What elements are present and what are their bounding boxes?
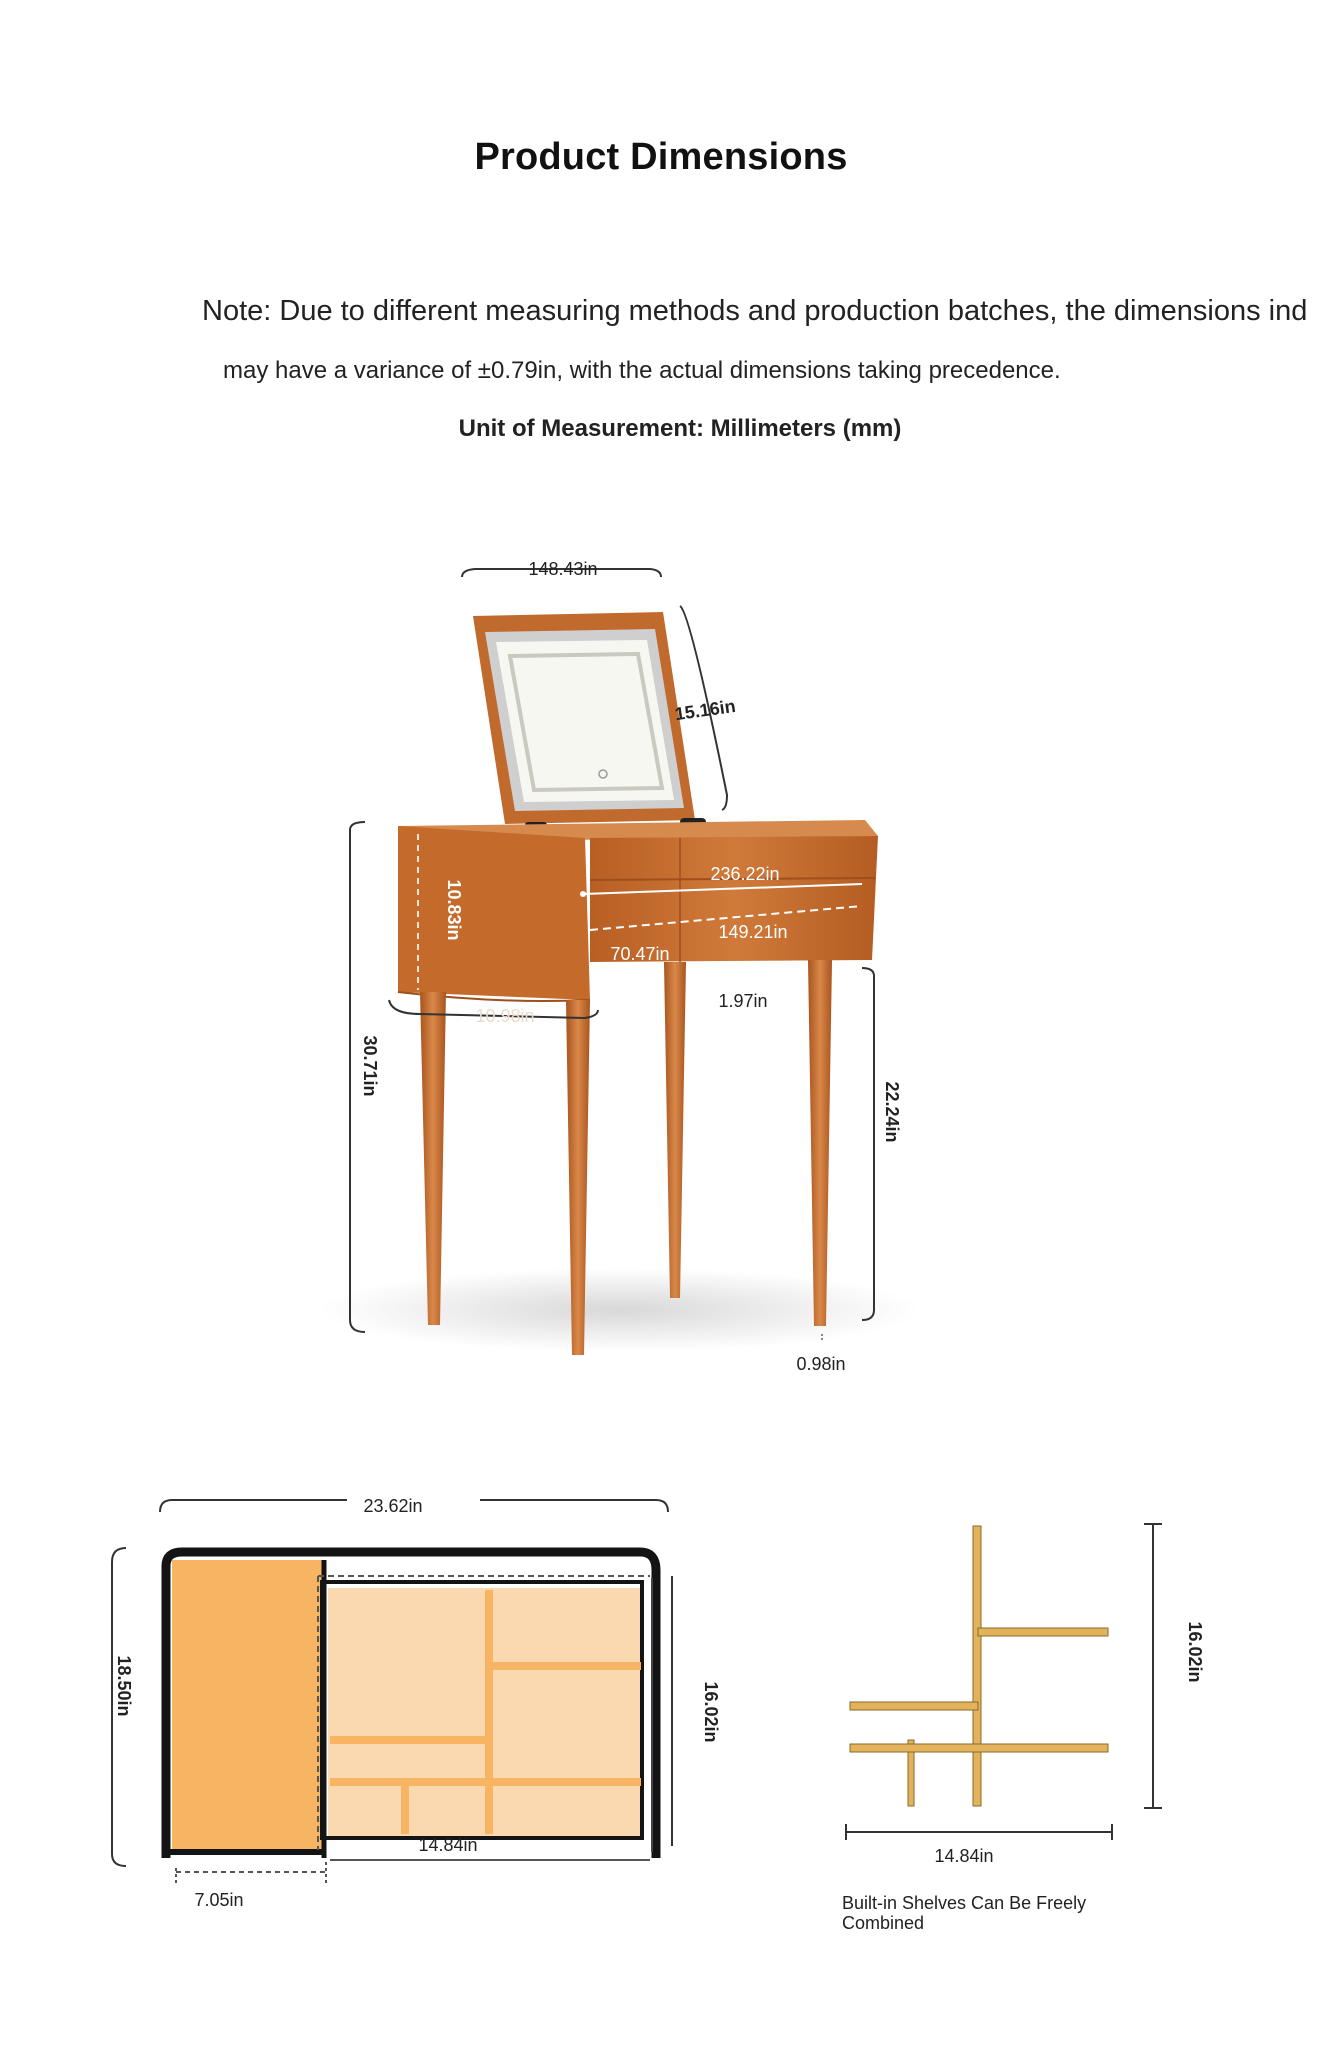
shelf-caption: Built-in Shelves Can Be Freely Combined <box>842 1893 1087 1933</box>
drawer-front-label: 70.47in <box>610 944 670 964</box>
mirror-height-label: 15.16in <box>673 695 737 725</box>
leg-back-right <box>808 960 832 1326</box>
leg-back-left <box>664 962 686 1298</box>
shelf-upright-long <box>973 1526 981 1806</box>
inner-depth-label: 16.02in <box>701 1681 721 1743</box>
note-text-line-2: may have a variance of ±0.79in, with the actual dimensions taking precedence. <box>223 357 1061 384</box>
shelf-diagram <box>846 1524 1205 1866</box>
top-length-label: 236.22in <box>710 864 780 884</box>
shelf-board-bottom <box>850 1744 1108 1752</box>
inner-width-label: 14.84in <box>418 1835 478 1855</box>
unit-label: Unit of Measurement: Millimeters (mm) <box>458 415 902 442</box>
page-title: Product Dimensions <box>474 136 848 178</box>
side-width-label: 7.05in <box>194 1890 244 1910</box>
left-panel-area <box>172 1560 324 1852</box>
leg-height-label: 22.24in <box>882 1081 902 1143</box>
faded-dimension-label: 10.98in <box>475 1006 535 1026</box>
shelf-width-label: 14.84in <box>934 1846 994 1866</box>
shelf-height-label: 16.02in <box>1185 1621 1205 1683</box>
top-depth-label: 18.50in <box>114 1655 134 1717</box>
left-side-panel <box>398 826 590 1000</box>
drawer-length-label: 149.21in <box>718 922 788 942</box>
total-height-label: 30.71in <box>360 1035 380 1097</box>
vanity-table-illustration <box>320 559 920 1374</box>
shelf-board-top <box>978 1628 1108 1636</box>
note-text-line-1: Note: Due to different measuring methods and production batches, the dimensions ind <box>202 295 1308 327</box>
shelf-board-middle <box>850 1702 978 1710</box>
foot-clearance-label: 0.98in <box>796 1354 846 1374</box>
leg-height-line <box>862 968 874 1320</box>
mirror-width-label: 148.43in <box>528 559 598 579</box>
top-width-label: 23.62in <box>363 1496 423 1516</box>
leg-offset-label: 1.97in <box>718 991 768 1011</box>
leg-front-left <box>420 992 446 1325</box>
drawer-depth-label: 10.83in <box>444 879 464 941</box>
top-view-diagram <box>112 1496 721 1910</box>
floor-shadow <box>320 1268 920 1352</box>
